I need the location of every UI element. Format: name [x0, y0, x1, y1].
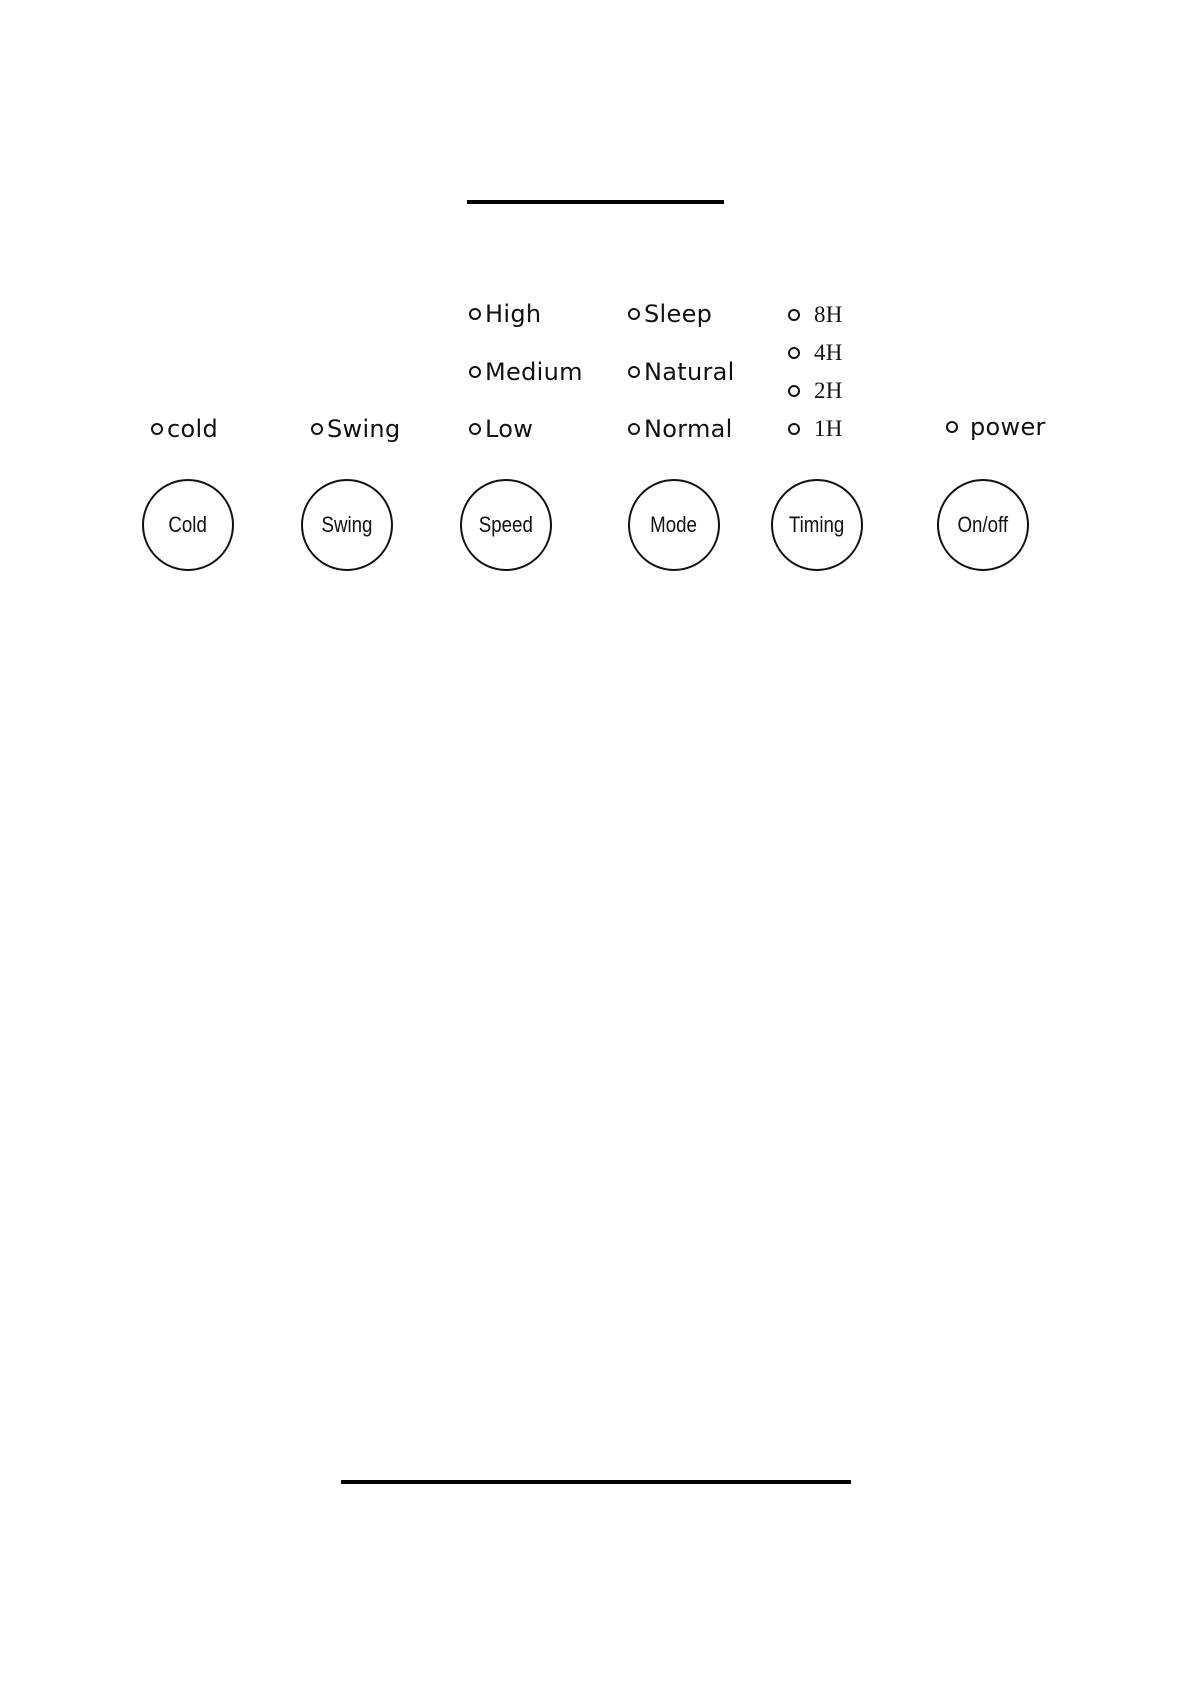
mode-indicator-normal	[628, 412, 733, 446]
timing-2h-label: 2H	[814, 378, 843, 403]
speed-high-light	[469, 308, 481, 320]
speed-indicator-high	[469, 297, 541, 331]
timing-indicator-4h	[788, 336, 843, 370]
speed-indicator-low	[469, 412, 533, 446]
speed-indicator-medium	[469, 355, 583, 389]
bottom-rule	[341, 1480, 851, 1484]
speed-button-label: Speed	[478, 512, 534, 537]
mode-normal-light	[628, 423, 640, 435]
speed-medium-label: Medium	[485, 358, 583, 386]
onoff-button[interactable]	[937, 479, 1029, 571]
mode-indicator-natural	[628, 355, 735, 389]
cold-button[interactable]	[142, 479, 234, 571]
mode-normal-label: Normal	[644, 415, 733, 443]
timing-button-label: Timing	[789, 512, 845, 537]
speed-high-label: High	[485, 300, 542, 328]
timing-indicator-8h	[788, 298, 843, 332]
timing-1h-light	[788, 423, 800, 435]
mode-indicator-sleep	[628, 297, 712, 331]
cold-indicator-label: cold	[167, 415, 218, 443]
timing-4h-label: 4H	[814, 340, 843, 365]
timing-4h-light	[788, 347, 800, 359]
timing-2h-light	[788, 385, 800, 397]
mode-sleep-label: Sleep	[644, 300, 713, 328]
timing-8h-light	[788, 309, 800, 321]
timing-indicator-2h	[788, 374, 843, 408]
cold-indicator-light	[151, 423, 163, 435]
timing-button[interactable]	[771, 479, 863, 571]
timing-8h-label: 8H	[814, 302, 843, 327]
mode-button-label: Mode	[650, 512, 698, 537]
power-indicator	[946, 410, 1046, 444]
swing-indicator-label: Swing	[327, 415, 401, 443]
mode-sleep-light	[628, 308, 640, 320]
mode-button[interactable]	[628, 479, 720, 571]
swing-indicator	[311, 412, 400, 446]
mode-natural-light	[628, 366, 640, 378]
top-rule	[467, 200, 724, 204]
speed-button[interactable]	[460, 479, 552, 571]
timing-1h-label: 1H	[814, 416, 843, 441]
speed-medium-light	[469, 366, 481, 378]
mode-natural-label: Natural	[644, 358, 735, 386]
swing-button[interactable]	[301, 479, 393, 571]
timing-indicator-1h	[788, 412, 843, 446]
cold-indicator	[151, 412, 218, 446]
swing-indicator-light	[311, 423, 323, 435]
swing-button-label: Swing	[321, 512, 373, 537]
cold-button-label: Cold	[168, 512, 208, 537]
power-indicator-light	[946, 421, 958, 433]
power-indicator-label: power	[970, 413, 1046, 441]
onoff-button-label: On/off	[957, 512, 1009, 537]
speed-low-light	[469, 423, 481, 435]
speed-low-label: Low	[485, 415, 534, 443]
